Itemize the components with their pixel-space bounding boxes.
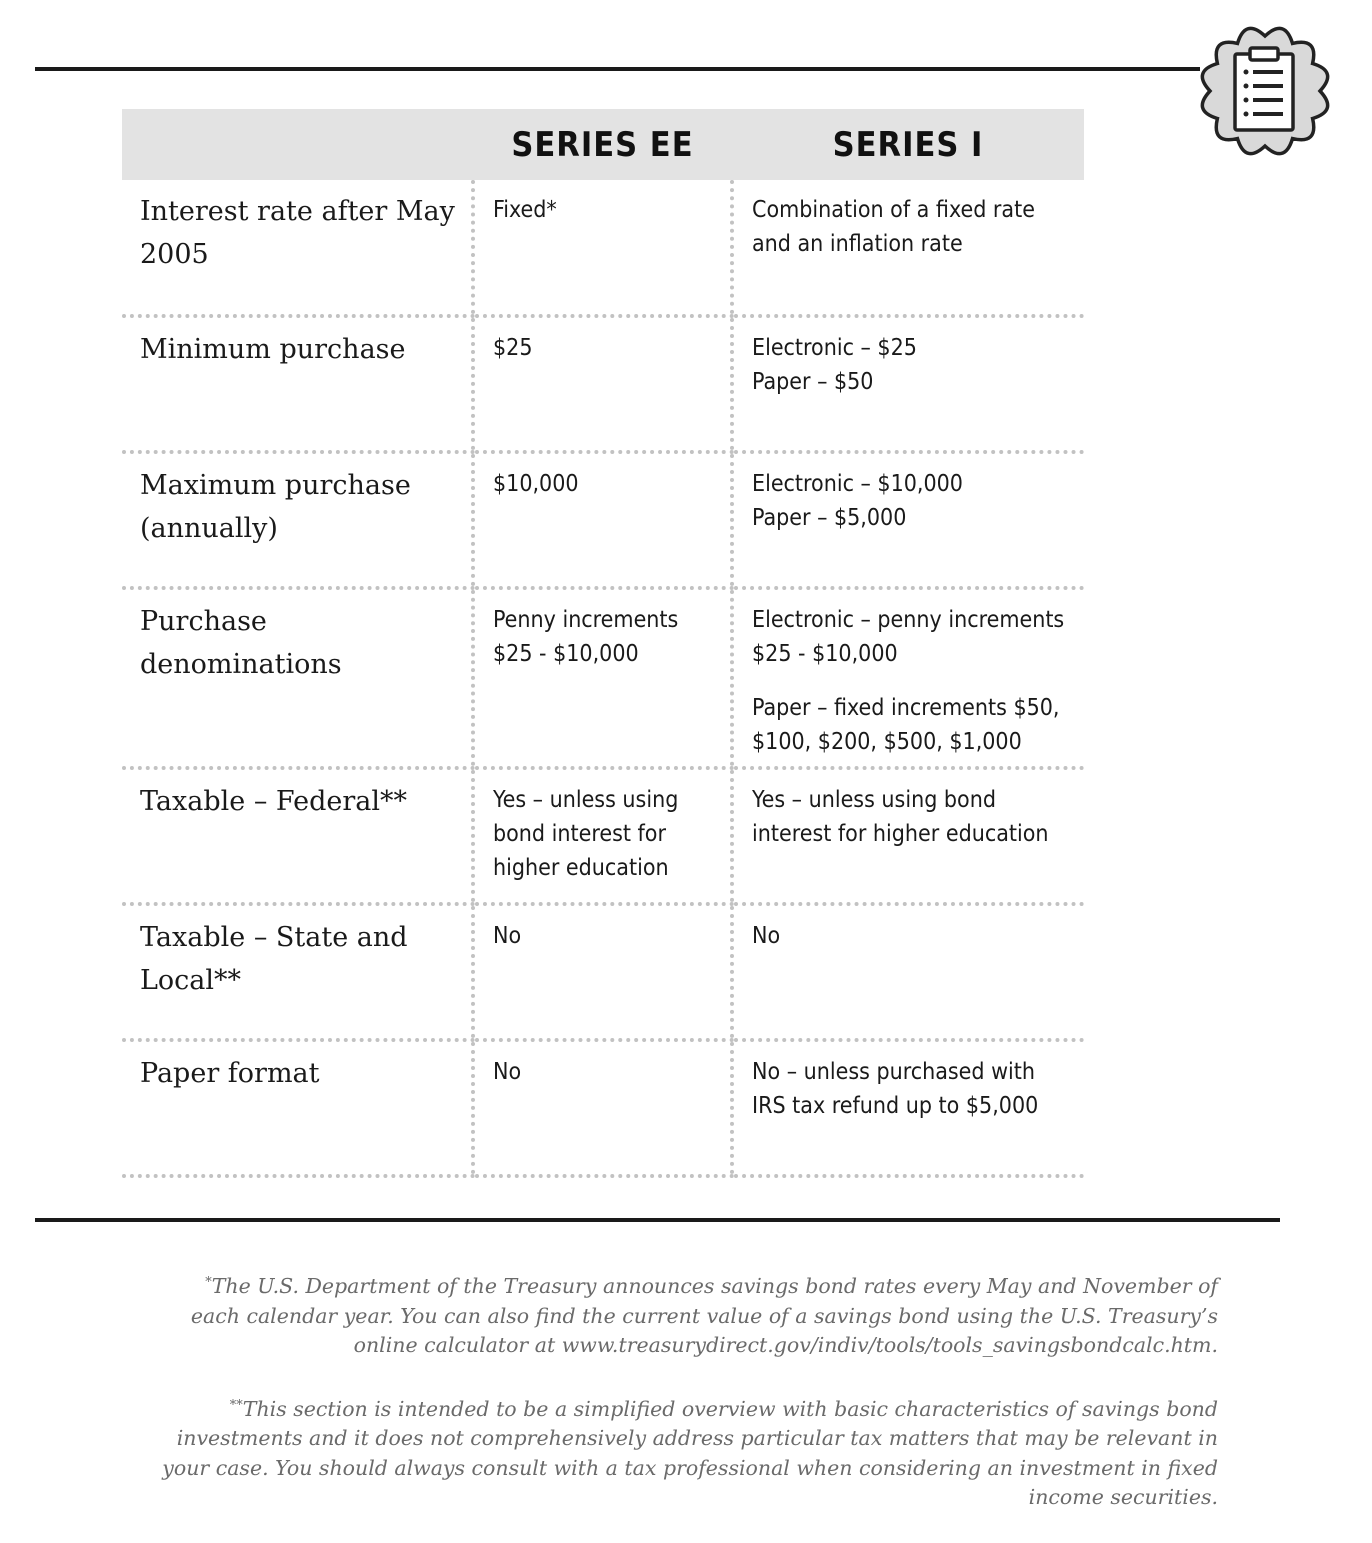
cell-text: No <box>493 1059 522 1085</box>
cell-series-ee <box>473 768 732 904</box>
footnote-2 <box>160 1391 1218 1513</box>
table-row <box>122 768 1084 904</box>
cell-series-ee <box>473 180 732 316</box>
cell-text: Penny increments $25 - $10,000 <box>493 607 679 667</box>
bottom-rule <box>35 1218 1280 1222</box>
table-row <box>122 588 1084 768</box>
row-label: Taxable – Federal** <box>122 768 473 904</box>
cell-series-i <box>732 768 1084 904</box>
table-row <box>122 1040 1084 1176</box>
row-label: Minimum purchase <box>122 316 473 452</box>
bond-comparison-table <box>122 109 1084 1178</box>
footnote-text: The U.S. Department of the Treasury announces savings bond rates every May and November of each calendar year. You can also find the current value of a savings bond using the U.S. Treasury’s online calculator at www.treasurydirect.gov/indiv/tools/tools_savingsbondcalc.htm. <box>190 1274 1218 1357</box>
header-series-i: SERIES I <box>732 109 1084 180</box>
cell-text: Paper – fixed increments $50, $100, $200, $500, $1,000 <box>752 695 1060 755</box>
row-label: Paper format <box>122 1040 473 1176</box>
cell-text: $10,000 <box>493 471 579 497</box>
cell-series-i <box>732 452 1084 588</box>
cell-text: Electronic – $25 Paper – $50 <box>752 335 917 395</box>
cell-series-ee <box>473 904 732 1040</box>
table-row <box>122 452 1084 588</box>
cell-series-i <box>732 1040 1084 1176</box>
cell-text: No <box>493 923 522 949</box>
row-label: Purchase denominations <box>122 588 473 768</box>
cell-series-i <box>732 180 1084 316</box>
header-series-ee: SERIES EE <box>473 109 732 180</box>
cell-text: Yes – unless using bond interest for higher education <box>493 787 679 881</box>
clipboard-icon <box>1190 16 1340 166</box>
table-row <box>122 904 1084 1040</box>
cell-text: No – unless purchased with IRS tax refund up to $5,000 <box>752 1059 1039 1119</box>
footnote-marker: * <box>205 1275 212 1290</box>
footnote-text: This section is intended to be a simplified overview with basic characteristics of savings bond investments and it does not comprehensively address particular tax matters that may be relevant in your case. You should always consult with a tax professional when considering an investment in fixed income securities. <box>162 1396 1218 1509</box>
cell-text: No <box>752 923 781 949</box>
cell-series-ee <box>473 452 732 588</box>
cell-text: $25 <box>493 335 533 361</box>
cell-text: Fixed* <box>493 197 557 223</box>
cell-text: Electronic – $10,000 Paper – $5,000 <box>752 471 963 531</box>
row-label: Taxable – State and Local** <box>122 904 473 1040</box>
cell-text: Electronic – penny increments $25 - $10,000 <box>752 607 1065 667</box>
cell-text: Combination of a fixed rate and an inflation rate <box>752 197 1035 257</box>
cell-series-i <box>732 316 1084 452</box>
cell-text: Yes – unless using bond interest for higher education <box>752 787 1049 847</box>
table-row <box>122 316 1084 452</box>
row-label: Maximum purchase (annually) <box>122 452 473 588</box>
cell-series-i <box>732 904 1084 1040</box>
footnote-marker: ** <box>229 1397 243 1413</box>
cell-series-ee <box>473 588 732 768</box>
cell-series-i <box>732 588 1084 768</box>
cell-series-ee <box>473 316 732 452</box>
footnote-1 <box>160 1268 1218 1361</box>
table-header-row <box>122 109 1084 180</box>
table-row <box>122 180 1084 316</box>
footnotes <box>160 1268 1218 1543</box>
row-label: Interest rate after May 2005 <box>122 180 473 316</box>
cell-series-ee <box>473 1040 732 1176</box>
top-rule <box>35 67 1200 71</box>
header-blank <box>122 109 473 180</box>
